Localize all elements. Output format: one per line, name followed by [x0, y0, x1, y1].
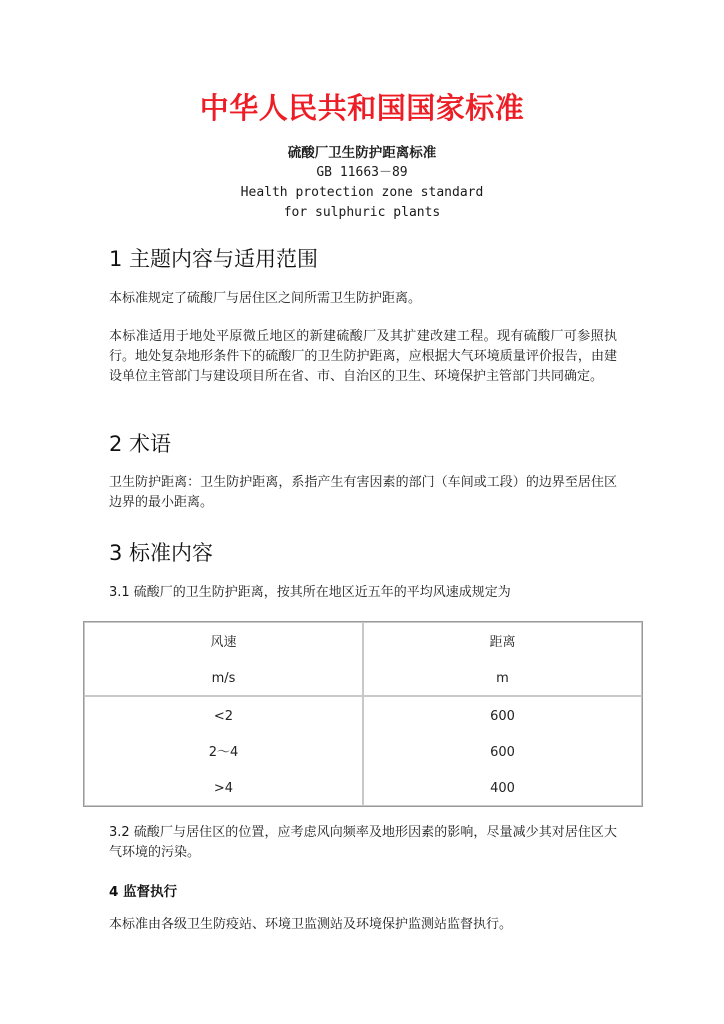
table-header-distance-unit: m	[496, 671, 509, 686]
table-header-speed-label: 风速	[210, 635, 237, 650]
table-cell-distances	[363, 696, 642, 806]
distance-value: 600	[490, 709, 515, 724]
section1-paragraph2: 本标准适用于地处平原微丘地区的新建硫酸厂及其扩建改建工程。现有硫酸厂可参照执行。地处复杂地形条件下的硫酸厂的卫生防护距离，应根据大气环境质量评价报告，由建设单位主管部门与建设项目所在省、市、自治区的卫生、环境保护主管部门共同确定。	[109, 329, 617, 384]
document-main-title: 中华人民共和国国家标准	[199, 91, 525, 125]
table-header-distance-label: 距离	[489, 635, 516, 650]
section2-heading: 2 术语	[109, 432, 172, 456]
section3-paragraph2: 3.2 硫酸厂与居住区的位置，应考虑风向频率及地形因素的影响，尽量减少其对居住区大气环境的污染。	[109, 825, 617, 860]
standard-en-title-line1: Health protection zone standard	[240, 185, 484, 200]
speed-value: <2	[213, 709, 234, 724]
section3-paragraph1: 3.1 硫酸厂的卫生防护距离，按其所在地区近五年的平均风速成规定为	[109, 585, 511, 600]
section3-heading: 3 标准内容	[109, 541, 214, 565]
table-cell-speeds	[84, 696, 363, 806]
table-row	[84, 696, 642, 806]
section1-heading: 1 主题内容与适用范围	[109, 247, 319, 271]
section1-paragraph1: 本标准规定了硫酸厂与居住区之间所需卫生防护距离。	[109, 291, 422, 306]
speed-value: 2～4	[208, 745, 239, 760]
table-header-row	[84, 622, 642, 696]
speed-value: >4	[213, 781, 234, 796]
standard-cn-title: 硫酸厂卫生防护距离标准	[287, 145, 437, 161]
table-header-speed-unit: m/s	[211, 671, 236, 686]
distance-value: 400	[490, 781, 515, 796]
distance-value: 600	[490, 745, 515, 760]
document-subtitle-block	[0, 143, 724, 223]
section4-heading: 4 监督执行	[109, 884, 178, 900]
section2-paragraph1: 卫生防护距离：卫生防护距离，系指产生有害因素的部门（车间或工段）的边界至居住区边界的最小距离。	[109, 475, 617, 510]
table-header-cell-distance	[363, 622, 642, 696]
wind-distance-table	[83, 621, 643, 807]
standard-code: GB 11663－89	[316, 165, 408, 180]
table-header-cell-speed	[84, 622, 363, 696]
standard-en-title-line2: for sulphuric plants	[283, 205, 441, 220]
section4-paragraph1: 本标准由各级卫生防疫站、环境卫监测站及环境保护监测站监督执行。	[109, 917, 513, 932]
